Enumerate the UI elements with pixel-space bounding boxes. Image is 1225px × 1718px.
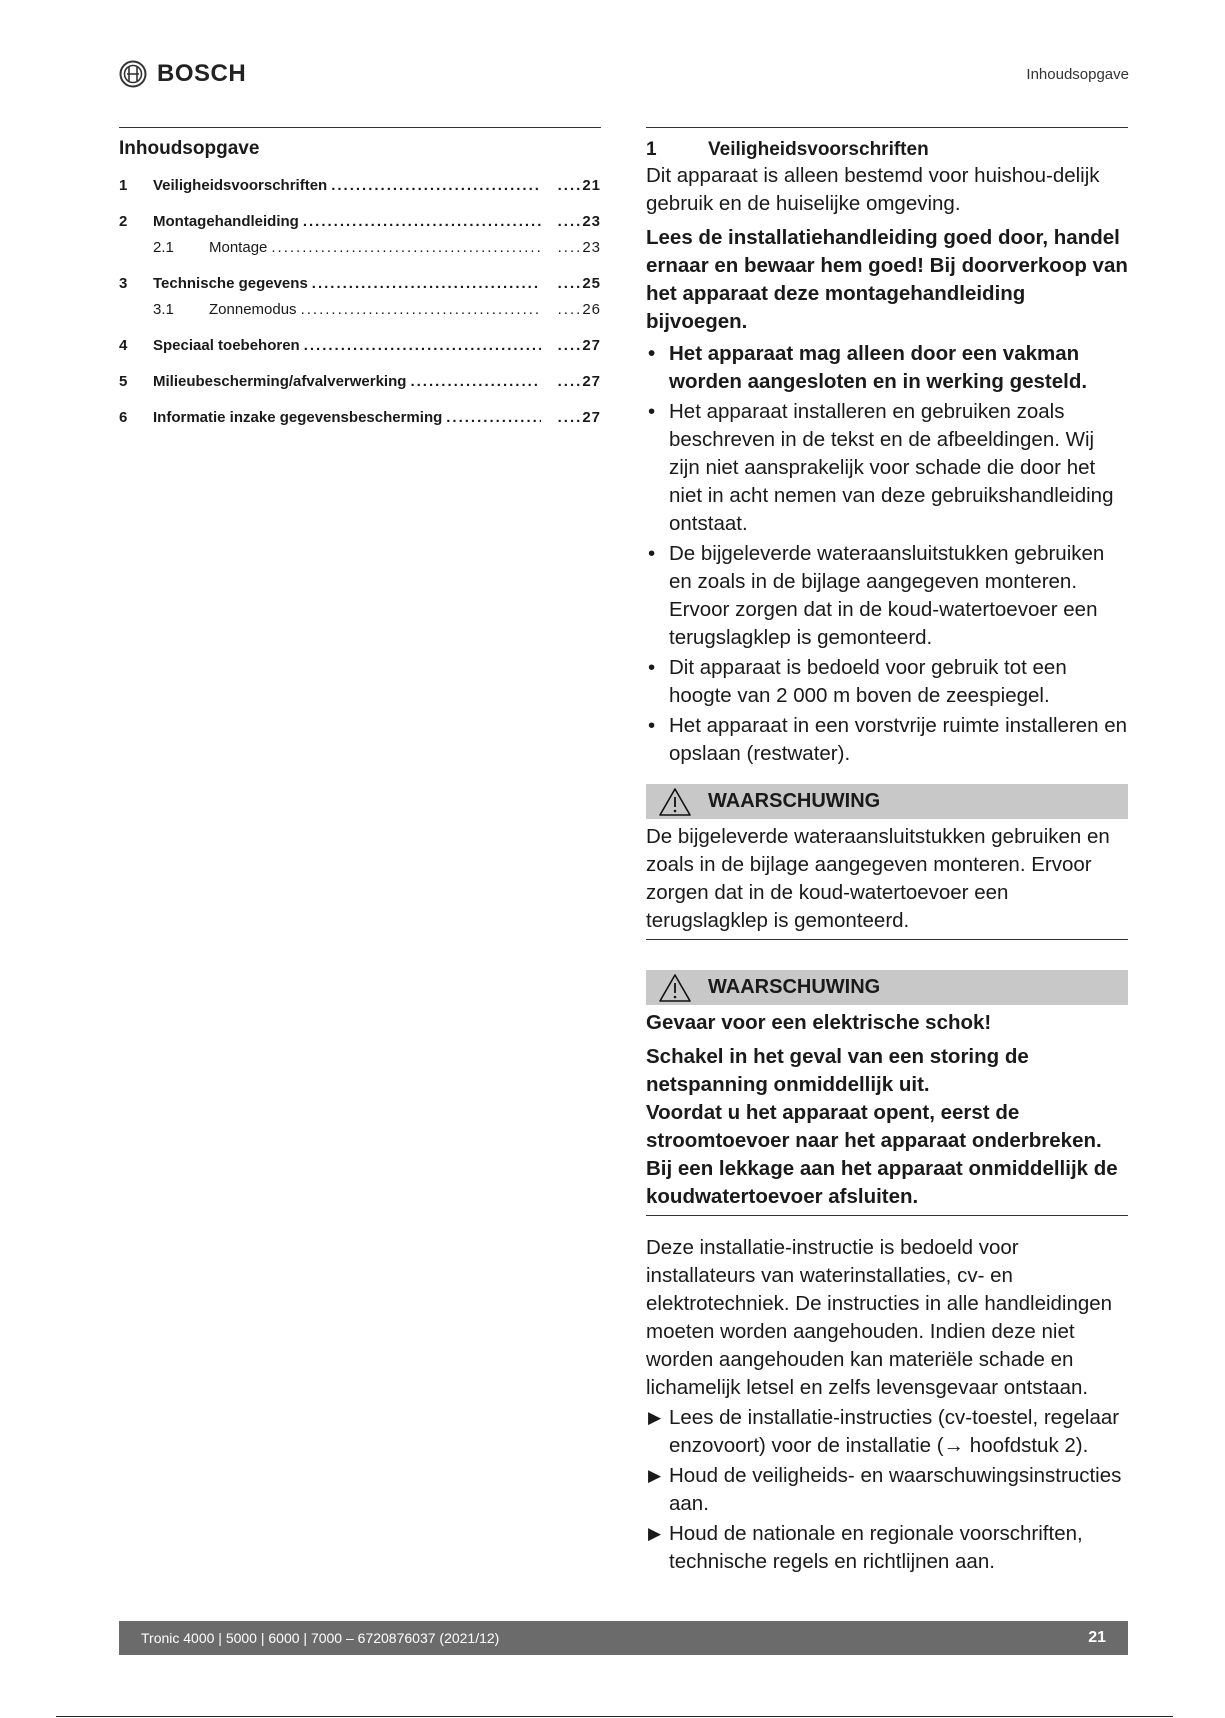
toc-entry-3-1[interactable]: [119, 300, 601, 320]
warning-heading: Gevaar voor een elektrische schok!: [646, 1011, 992, 1034]
safety-bullet-list: [646, 340, 1128, 768]
toc-title: Inhoudsopgave: [119, 138, 260, 159]
warning-line: Voordat u het apparaat opent, eerst de stroomtoevoer naar het apparaat onderbreken.: [646, 1101, 1102, 1152]
toc-label: Montage: [209, 239, 268, 256]
safety-section: [646, 127, 1128, 1578]
warning-banner-1: [646, 784, 1128, 819]
arrow-right-icon: ▶: [648, 1466, 662, 1485]
toc-entry-1[interactable]: [119, 176, 601, 196]
toc-label: Veiligheidsvoorschriften: [153, 177, 328, 194]
toc-label: Zonnemodus: [209, 301, 297, 318]
toc-entry-5[interactable]: [119, 372, 601, 392]
bullet-icon: •: [648, 342, 656, 365]
section-title: Veiligheidsvoorschriften: [708, 139, 929, 160]
toc-entry-6[interactable]: [119, 408, 601, 428]
toc-label: Milieubescherming/afvalverwerking: [153, 373, 407, 390]
toc-page: .... 25: [541, 274, 601, 294]
toc-entry-2-1[interactable]: [119, 238, 601, 258]
toc-page: .... 26: [541, 300, 601, 320]
section-heading: [646, 138, 1128, 162]
arrow-right-icon: ▶: [648, 1408, 662, 1427]
list-item: [646, 654, 1128, 710]
intro-paragraph: Dit apparaat is alleen bestemd voor huishou-delijk gebruik en de huiselijke omgeving.: [646, 164, 1100, 215]
toc-entry-3[interactable]: [119, 274, 601, 294]
bullet-icon: •: [648, 542, 656, 565]
toc-leader: [312, 274, 541, 294]
warning-text: De bijgeleverde wateraansluitstukken gebruiken en zoals in de bijlage aangegeven monteren. Ervoor zorgen dat in de koud-watertoevoer een terugslagklep is gemonteerd.: [646, 825, 1110, 932]
installation-paragraph: Deze installatie-instructie is bedoeld voor installateurs van waterinstallaties, cv- en elektrotechniek. De instructies in alle handleidingen moeten worden aangehouden. Indien deze niet worden aangehouden kan materiële schade en lichamelijk letsel en zelfs levensgevaar ontstaan.: [646, 1236, 1113, 1399]
toc-page: .... 27: [541, 336, 601, 356]
page-number: 21: [1088, 1629, 1106, 1646]
bosch-logo: [119, 60, 246, 88]
list-item-text: De bijgeleverde wateraansluitstukken gebruiken en zoals in de bijlage aangegeven monteren. Ervoor zorgen dat in de koud-watertoevoer een terugslagklep is gemonteerd.: [669, 542, 1105, 649]
toc-page: .... 27: [541, 408, 601, 428]
bold-notice: Lees de installatiehandleiding goed door, handel ernaar en bewaar hem goed! Bij doorverkoop van het apparaat deze montagehandleiding bijvoegen.: [646, 226, 1128, 333]
list-item: [646, 398, 1128, 538]
toc-label: Informatie inzake gegevensbescherming: [153, 409, 443, 426]
toc-page: .... 23: [541, 238, 601, 258]
page-bottom-rule: [56, 1716, 1173, 1717]
toc-number: 4: [119, 337, 128, 354]
toc-page: .... 27: [541, 372, 601, 392]
warning-body-2: [646, 1005, 1128, 1216]
warning-line: Schakel in het geval van een storing de netspanning onmiddellijk uit.: [646, 1045, 1029, 1096]
list-item-text: Het apparaat in een vorstvrije ruimte installeren en opslaan (restwater).: [669, 714, 1128, 765]
toc-leader: [303, 212, 541, 232]
toc-leader: [331, 176, 541, 196]
warning-body-1: [646, 819, 1128, 940]
toc-number: 6: [119, 409, 128, 426]
toc-number: 2: [119, 213, 128, 230]
bullet-icon: •: [648, 400, 656, 423]
list-item-text: Dit apparaat is bedoeld voor gebruik tot een hoogte van 2 000 m boven de zeespiegel.: [669, 656, 1067, 707]
toc-number: 3.1: [153, 301, 174, 318]
list-item-text: Houd de nationale en regionale voorschriften, technische regels en richtlijnen aan.: [669, 1522, 1083, 1573]
toc-number: 5: [119, 373, 128, 390]
toc-number: 3: [119, 275, 128, 292]
toc-entry-2[interactable]: [119, 212, 601, 232]
list-item-text: Lees de installatie-instructies (cv-toestel, regelaar enzovoort) voor de installatie (→ hoofdstuk 2).: [669, 1406, 1120, 1457]
warning-title: WAARSCHUWING: [708, 790, 881, 812]
toc-entry-4[interactable]: [119, 336, 601, 356]
toc-page: .... 21: [541, 176, 601, 196]
instruction-step-list: [646, 1404, 1128, 1576]
list-item: [646, 540, 1128, 652]
warning-triangle-icon: [658, 973, 692, 1003]
footer-bar: [119, 1621, 1128, 1655]
list-item-text: Houd de veiligheids- en waarschuwingsinstructies aan.: [669, 1464, 1122, 1515]
toc-label: Speciaal toebehoren: [153, 337, 300, 354]
bullet-icon: •: [648, 656, 656, 679]
toc-leader: [301, 300, 541, 320]
toc-leader: [410, 372, 541, 392]
header-section-title: Inhoudsopgave: [1026, 66, 1129, 83]
list-item: [646, 1520, 1128, 1576]
warning-banner-2: [646, 970, 1128, 1005]
bosch-armature-icon: [119, 60, 147, 88]
list-item-text: Het apparaat mag alleen door een vakman worden aangesloten en in werking gesteld.: [669, 342, 1088, 393]
toc-number: 1: [119, 177, 128, 194]
toc-page: .... 23: [541, 212, 601, 232]
footer-document-id: Tronic 4000 | 5000 | 6000 | 7000 – 6720876037 (2021/12): [141, 1630, 500, 1646]
list-item: [646, 1404, 1128, 1460]
toc-leader: [304, 336, 541, 356]
toc-leader: [446, 408, 541, 428]
toc-label: Technische gegevens: [153, 275, 308, 292]
table-of-contents: [119, 127, 601, 436]
bullet-icon: •: [648, 714, 656, 737]
list-item: [646, 712, 1128, 768]
brand-name: BOSCH: [157, 60, 247, 87]
toc-number: 2.1: [153, 239, 174, 256]
toc-label: Montagehandleiding: [153, 213, 299, 230]
list-item: [646, 340, 1128, 396]
list-item-text: Het apparaat installeren en gebruiken zoals beschreven in de tekst en de afbeeldingen. Wij zijn niet aansprakelijk voor schade die door het niet in acht nemen van deze gebruikshandleiding ontstaat.: [669, 400, 1114, 535]
list-item: [646, 1462, 1128, 1518]
section-number: 1: [646, 139, 657, 160]
warning-triangle-icon: [658, 787, 692, 817]
warning-line: Bij een lekkage aan het apparaat onmiddellijk de koudwatertoevoer afsluiten.: [646, 1157, 1118, 1208]
warning-title: WAARSCHUWING: [708, 976, 881, 998]
toc-leader: [271, 238, 541, 258]
arrow-right-icon: ▶: [648, 1524, 662, 1543]
